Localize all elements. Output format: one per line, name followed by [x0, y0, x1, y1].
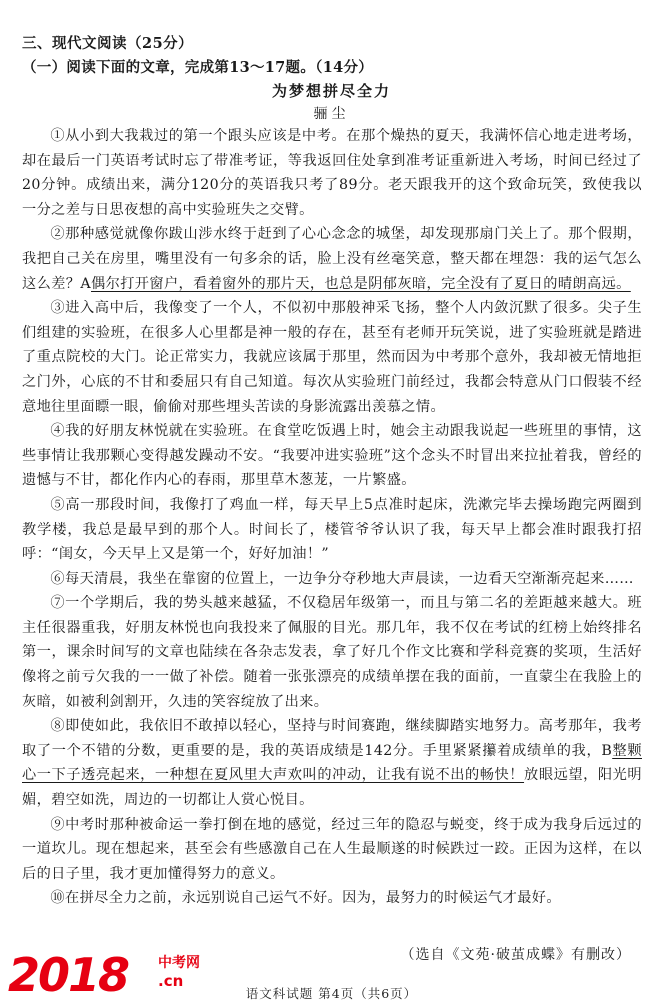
marker-b: B — [601, 742, 613, 759]
logo-number: 2018 — [8, 948, 129, 1002]
paragraph-7: ⑦一个学期后，我的势头越来越猛，不仅稳居年级第一，而且与第二名的差距越来越大。班主任很器重我，好朋友林悦也向我投来了佩服的目光。那几年，我不仅在考试的红榜上始终排名第一，课余时间写的文章也陆续在各杂志发表，拿了好几个作文比赛和学科竞赛的奖项，生活好像将之前亏欠我的一一做了补偿。随着一张张漂亮的成绩单摆在我的面前，一直蒙尘在我脸上的灰暗，如被利剑割开，久违的笑容绽放了出来。 — [22, 595, 642, 710]
paragraph-8-lead: ⑧即使如此，我依旧不敢掉以轻心，坚持与时间赛跑，继续脚踏实地努力。高考那年，我考取了一个不错的分数，更重要的是，我的英语成绩是142分。手里紧紧攥着成绩单的我， — [22, 718, 642, 759]
article-author: 骊尘 — [313, 106, 350, 122]
paragraph-6: ⑥每天清晨，我坐在靠窗的位置上，一边争分夺秒地大声晨读，一边看天空渐渐亮起来…… — [50, 570, 634, 587]
article-source: （选自《文苑·破茧成蝶》有删改） — [400, 947, 631, 963]
paragraph-5: ⑤高一那段时间，我像打了鸡血一样，每天早上5点准时起床，洗漱完毕去操场跑完两圈到教学楼，我总是最早到的那个人。时间长了，楼管爷爷认识了我，每天早上都会准时跟我打招呼：“闺女，今天早上又是第一个，好好加油！” — [22, 496, 642, 563]
article-title: 为梦想拼尽全力 — [271, 82, 391, 100]
sub-heading: （一）阅读下面的文章，完成第13～17题。（14分） — [22, 59, 374, 76]
logo-site-name: 中考网 — [158, 955, 200, 971]
logo-domain: .cn — [158, 972, 184, 990]
paragraph-2-lead: ②那种感觉就像你跋山涉水终于赶到了心心念念的城堡，却发现那扇门关上了。那个假期，我把自己关在房里，嘴里没有一句多余的话，脸上没有丝毫笑意，整天都在埋怨：我的运气怎么这么差？ — [22, 226, 642, 292]
paragraph-9: ⑨中考时那种被命运一拳打倒在地的感觉，经过三年的隐忍与蜕变，终于成为我身后远过的一道坎儿。现在想起来，甚至会有些感激自己在人生最顺遂的时候跌过一跤。正因为这样，在以后的日子里，我才更加懂得努力的意义。 — [22, 816, 642, 882]
section-heading: 三、现代文阅读（25分） — [22, 35, 194, 52]
underlined-sentence-a: 偶尔打开窗户，看着窗外的那片天，也总是阴郁灰暗，完全没有了夏日的晴朗高远。 — [91, 275, 631, 292]
paragraph-2 — [22, 222, 642, 296]
paragraph-8-tail: 放眼远望，阳光明媚，碧空如洗，周边的一切都让人赏心悦目。 — [22, 767, 642, 809]
paragraph-8 — [22, 714, 642, 812]
paragraph-3: ③进入高中后，我像变了一个人，不似初中那般神采飞扬，整个人内敛沉默了很多。尖子生们组建的实验班，在很多人心里都是神一般的存在，甚至有老师开玩笑说，进了实验班就是踏进了重点院校的大门。论正常实力，我就应该属于那里，然而因为中考那个意外，我却被无情地拒之门外，心底的不甘和委屈只有自己知道。每次从实验班门前经过，我都会特意从门口假装不经意地往里面瞟一眼，偷偷对那些埋头苦读的身影流露出羡慕之情。 — [22, 300, 642, 415]
marker-a: A — [80, 275, 92, 292]
underlined-sentence-b: 整颗心一下子透亮起来，一种想在夏风里大声欢叫的冲动，让我有说不出的畅快！ — [22, 742, 642, 784]
page-footer: 语文科试题 第4页（共6页） — [245, 986, 418, 1001]
paragraph-4: ④我的好朋友林悦就在实验班。在食堂吃饭遇上时，她会主动跟我说起一些班里的事情，这些事情让我那颗心变得越发躁动不安。“我要冲进实验班”这个念头不时冒出来拉扯着我，曾经的遗憾与不甘，都化作内心的春雨，那里草木葱茏，一片繁盛。 — [22, 423, 642, 489]
paragraph-1: ①从小到大我栽过的第一个跟头应该是中考。在那个燥热的夏天，我满怀信心地走进考场，却在最后一门英语考试时忘了带准考证，等我返回住处拿到准考证重新进入考场，时间已经过了20分钟。成绩出来，满分120分的英语我只考了89分。老天跟我开的这个致命玩笑，致使我以一分之差与日思夜想的高中实验班失之交臂。 — [22, 128, 642, 218]
paragraph-10: ⑩在拼尽全力之前，永远别说自己运气不好。因为，最努力的时候运气才最好。 — [50, 890, 561, 907]
article-body — [22, 124, 642, 911]
